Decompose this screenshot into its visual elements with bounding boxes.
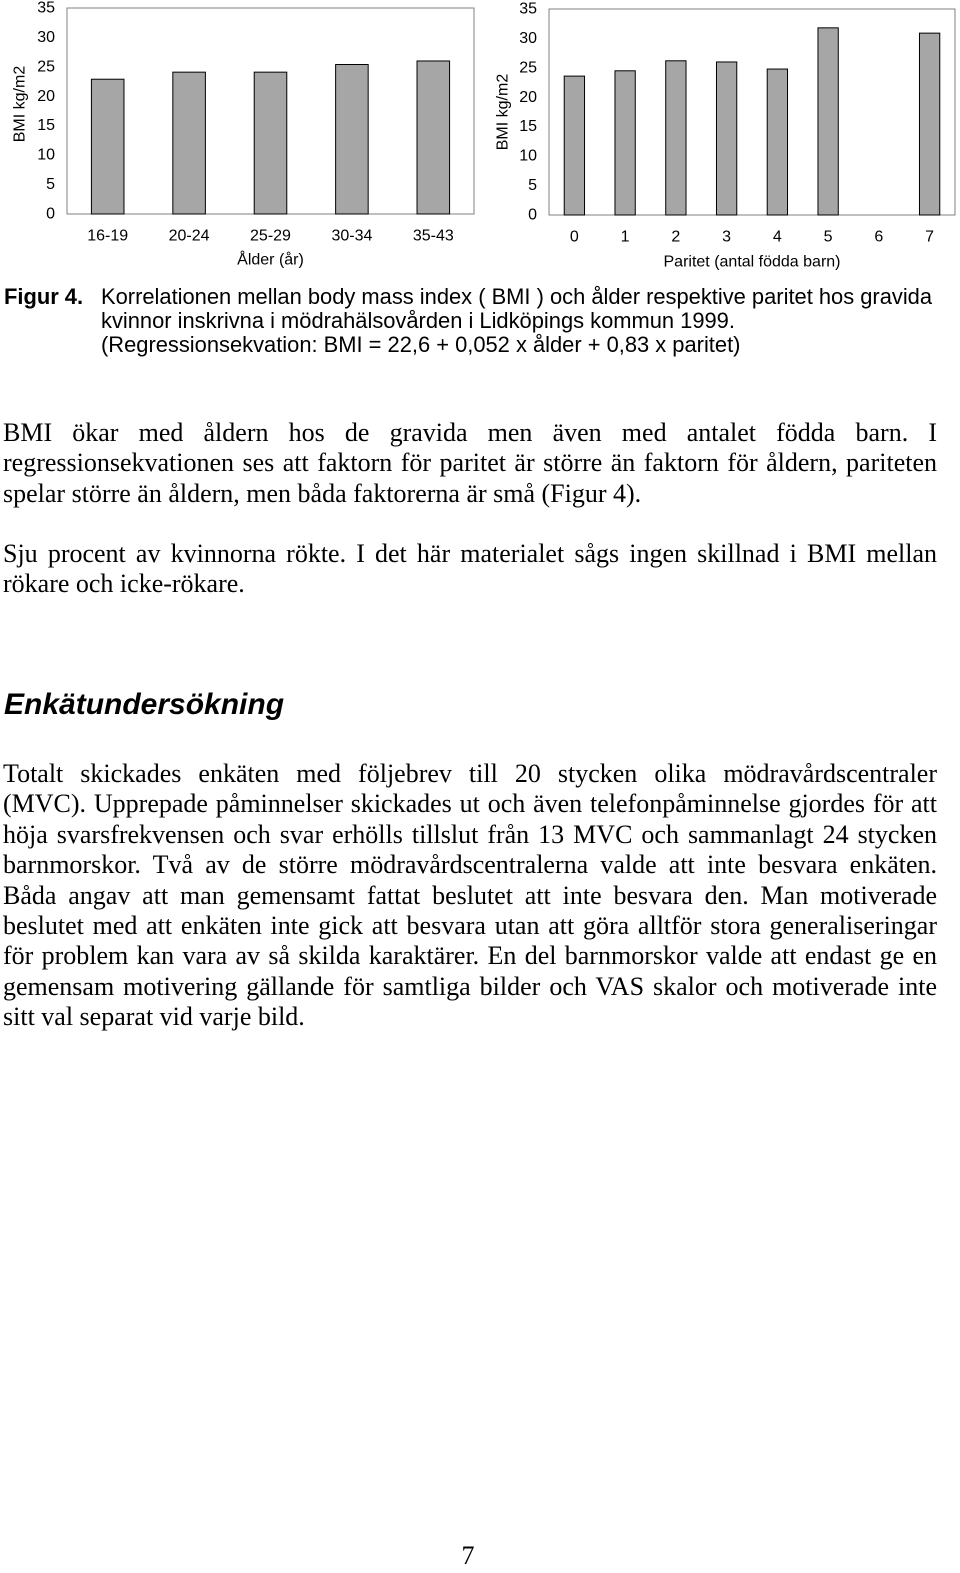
chart2-x-tick-label-2: 2 <box>671 228 681 246</box>
chart1-bar-30-34 <box>336 65 369 214</box>
chart2-x-tick-label-5: 5 <box>823 228 833 246</box>
chart1-bar-35-43 <box>417 61 450 214</box>
chart2-x-axis-title: Paritet (antal födda barn) <box>663 253 841 271</box>
chart2-x-tick-label-4: 4 <box>772 228 782 246</box>
figure-caption <box>0 285 960 357</box>
chart1-y-axis-title: BMI kg/m2 <box>11 65 29 143</box>
paragraph-line: rökare och icke-rökare. <box>3 569 245 599</box>
paragraph-line: gemensam motivering gällande för samtliga bilder och VAS skalor och motiverade inte <box>3 971 937 1001</box>
chart2-bar-1 <box>615 71 635 215</box>
paragraph-line: beslutet med att enkäten inte gick att besvara utan att göra alltför stora generaliseringar <box>3 911 937 941</box>
chart1-bar-20-24 <box>173 72 206 214</box>
chart1-x-tick-label-25-29: 25-29 <box>250 227 291 245</box>
chart1-x-tick-label-16-19: 16-19 <box>87 227 129 245</box>
chart1-bar-25-29 <box>254 72 287 214</box>
paragraph-line: Totalt skickades enkäten med följebrev till 20 stycken olika mödravårdscentraler <box>3 759 937 788</box>
chart2-y-tick-label-15: 15 <box>519 118 537 136</box>
chart2-y-tick-label-5: 5 <box>528 177 537 195</box>
chart2-bar-4 <box>767 69 787 215</box>
chart1-y-tick-label-0: 0 <box>46 205 55 223</box>
chart2-plot-frame <box>549 9 955 215</box>
chart2-y-tick-label-35: 35 <box>519 0 537 18</box>
chart1-y-tick-label-30: 30 <box>37 28 55 46</box>
chart2-y-tick-label-25: 25 <box>519 59 537 77</box>
chart2-y-axis-title: BMI kg/m2 <box>494 73 512 151</box>
caption-line: Korrelationen mellan body mass index ( BMI ) och ålder respektive paritet hos gravida <box>101 284 933 309</box>
chart1-x-tick-label-30-34: 30-34 <box>331 227 373 245</box>
chart1-y-tick-label-35: 35 <box>37 0 55 17</box>
figure-4-charts <box>0 0 960 280</box>
paragraph-line: regressionsekvationen ses att faktorn för paritet är större än faktorn för åldern, pariteten <box>3 448 937 478</box>
chart2-x-tick-label-7: 7 <box>925 228 935 246</box>
chart2-bar-2 <box>666 61 686 215</box>
chart1-y-tick-label-15: 15 <box>37 117 55 135</box>
chart1-y-tick-label-20: 20 <box>37 87 55 105</box>
chart1-x-tick-label-20-24: 20-24 <box>168 227 210 245</box>
chart2-y-tick-label-30: 30 <box>519 29 537 47</box>
caption-line: kvinnor inskrivna i mödrahälsovården i Lidköpings kommun 1999. <box>101 308 735 333</box>
chart1-x-tick-label-35-43: 35-43 <box>412 227 454 245</box>
chart2-x-tick-label-1: 1 <box>620 228 630 246</box>
chart2-x-tick-label-6: 6 <box>874 228 884 246</box>
paragraph-survey <box>3 759 937 1033</box>
paragraph-line: för problem kan vara av så skilda karaktärer. En del barnmorskor valde att endast ge en <box>3 941 937 971</box>
chart1-y-tick-label-10: 10 <box>37 146 55 164</box>
chart2-bar-5 <box>818 28 838 215</box>
chart2-y-tick-label-10: 10 <box>519 147 537 165</box>
chart1-y-tick-label-25: 25 <box>37 58 55 76</box>
chart1-y-tick-label-5: 5 <box>46 176 55 194</box>
chart2-x-tick-label-0: 0 <box>569 228 579 246</box>
chart2-y-tick-label-0: 0 <box>528 206 537 224</box>
paragraph-line: Sju procent av kvinnorna rökte. I det här materialet sågs ingen skillnad i BMI mellan <box>3 539 937 568</box>
paragraph-line: höja svarsfrekvensen och svar erhölls tillslut från 13 MVC och sammanlagt 24 stycken <box>3 819 937 849</box>
paragraph-line: spelar större än åldern, men båda faktorerna är små (Figur 4). <box>3 478 642 508</box>
paragraph-line: (MVC). Upprepade påminnelser skickades ut och även telefonpåminnelse gjordes för att <box>3 789 937 819</box>
chart2-y-tick-label-20: 20 <box>519 88 537 106</box>
chart2-bar-7 <box>919 33 939 215</box>
section-heading: Enkätundersökning <box>4 688 285 721</box>
paragraph-line: BMI ökar med åldern hos de gravida men även med antalet födda barn. I <box>3 418 937 447</box>
paragraph-bmi-results <box>3 418 937 509</box>
chart1-x-axis-title: Ålder (år) <box>237 251 304 269</box>
figure-label: Figur 4. <box>4 284 84 309</box>
chart2-bar-0 <box>564 76 584 215</box>
paragraph-smoking <box>3 539 937 600</box>
page-number: 7 <box>461 1541 475 1570</box>
paragraph-line: barnmorskor. Två av de större mödravårdscentralerna valde att inte besvara enkäten. <box>3 850 937 880</box>
chart1-bar-16-19 <box>91 79 124 214</box>
figure-caption-text <box>101 285 932 357</box>
caption-line: (Regressionsekvation: BMI = 22,6 + 0,052 x ålder + 0,83 x paritet) <box>101 332 741 357</box>
chart2-bar-3 <box>716 62 736 215</box>
paragraph-line: Båda angav att man gemensamt fattat beslutet att inte besvara den. Man motiverade <box>3 880 937 910</box>
paragraph-line: sitt val separat vid varje bild. <box>3 1002 305 1032</box>
chart2-x-tick-label-3: 3 <box>722 228 732 246</box>
